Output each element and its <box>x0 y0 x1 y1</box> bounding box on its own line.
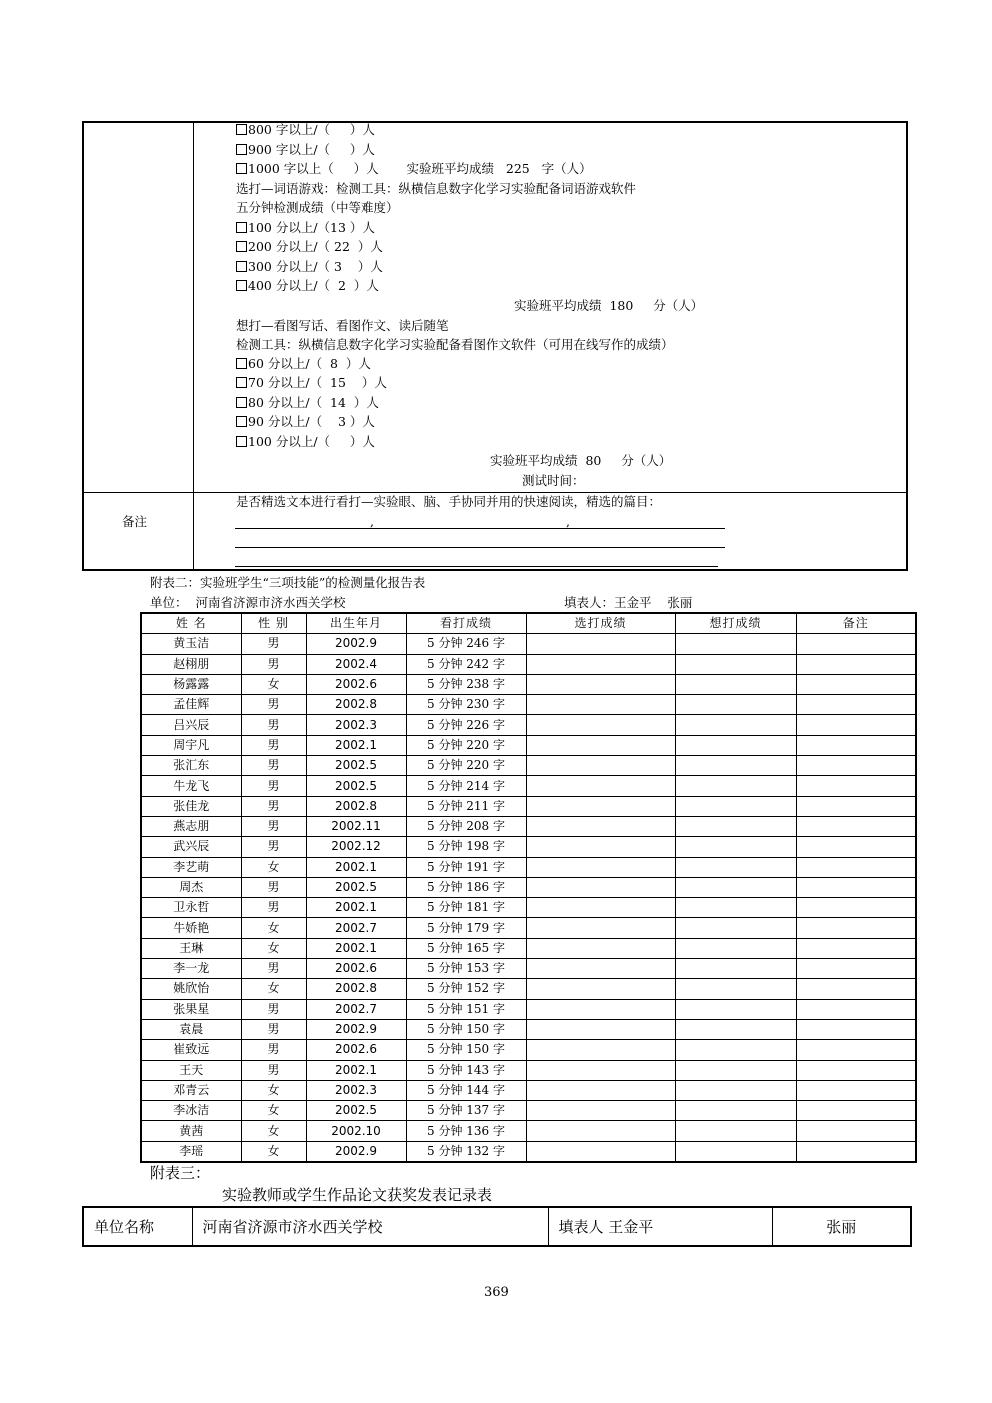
cell-kanda: 5 分钟 144 字 <box>406 1080 526 1100</box>
cell-xiangda <box>675 1141 796 1162</box>
cell-xuanda <box>526 735 675 755</box>
cell-remark <box>796 1019 916 1039</box>
cell-kanda: 5 分钟 230 字 <box>406 695 526 715</box>
cell-remark <box>796 654 916 674</box>
cell-gender: 男 <box>241 959 306 979</box>
cell-remark <box>796 634 916 654</box>
line-xiangda: 想打—看图写话、看图作文、读后随笔 <box>236 318 449 333</box>
cell-xiangda <box>675 654 796 674</box>
cell-birth: 2002.8 <box>306 979 406 999</box>
table-row <box>141 898 916 918</box>
cell-name: 姚欣怡 <box>141 979 241 999</box>
checkbox-icon <box>236 261 247 272</box>
cell-gender: 女 <box>241 1101 306 1121</box>
cell-name: 崔致远 <box>141 1040 241 1060</box>
column-divider <box>193 123 194 569</box>
header-gender: 性 别 <box>241 613 306 634</box>
table-row <box>141 1080 916 1100</box>
checkbox-icon <box>236 124 247 135</box>
cell-name: 张果星 <box>141 999 241 1019</box>
cell-name: 王琳 <box>141 938 241 958</box>
table-row <box>141 1060 916 1080</box>
cell-remark <box>796 979 916 999</box>
cell-xuanda <box>526 695 675 715</box>
cell-birth: 2002.5 <box>306 1101 406 1121</box>
cell-kanda: 5 分钟 153 字 <box>406 959 526 979</box>
table-header-row <box>141 613 916 634</box>
cell-kanda: 5 分钟 137 字 <box>406 1101 526 1121</box>
cell-kanda: 5 分钟 242 字 <box>406 654 526 674</box>
line-five-min: 五分钟检测成绩（中等难度） <box>236 200 399 215</box>
cell-name: 李瑶 <box>141 1141 241 1162</box>
cell-gender: 男 <box>241 715 306 735</box>
line-tool: 检测工具：纵横信息数字化学习实验配备看图作文软件（可用在线写作的成绩） <box>236 337 674 352</box>
cell-xuanda <box>526 1040 675 1060</box>
line-xuanda: 选打—词语游戏：检测工具：纵横信息数字化学习实验配备词语游戏软件 <box>236 181 637 196</box>
table-row <box>141 634 916 654</box>
cell-gender: 男 <box>241 1040 306 1060</box>
cell-xuanda <box>526 898 675 918</box>
cell-name: 吕兴辰 <box>141 715 241 735</box>
cell-birth: 2002.8 <box>306 796 406 816</box>
cell-name: 武兴辰 <box>141 837 241 857</box>
cell-kanda: 5 分钟 181 字 <box>406 898 526 918</box>
cell-birth: 2002.4 <box>306 654 406 674</box>
cell-kanda: 5 分钟 132 字 <box>406 1141 526 1162</box>
line-avg-180: 实验班平均成绩 180 分（人） <box>514 298 704 313</box>
cell-kanda: 5 分钟 226 字 <box>406 715 526 735</box>
filler-label: 填表人 王金平 <box>548 1207 772 1246</box>
cell-remark <box>796 796 916 816</box>
cell-xiangda <box>675 857 796 877</box>
line-400: 400 分以上/（ 2 ）人 <box>236 276 379 296</box>
cell-gender: 男 <box>241 877 306 897</box>
cell-remark <box>796 938 916 958</box>
cell-xiangda <box>675 695 796 715</box>
cell-kanda: 5 分钟 198 字 <box>406 837 526 857</box>
cell-birth: 2002.9 <box>306 634 406 654</box>
cell-kanda: 5 分钟 246 字 <box>406 634 526 654</box>
cell-remark <box>796 837 916 857</box>
header-kanda: 看打成绩 <box>406 613 526 634</box>
cell-xuanda <box>526 857 675 877</box>
line-70: 70 分以上/（ 15 ）人 <box>236 373 387 393</box>
cell-name: 周杰 <box>141 877 241 897</box>
remark-comma-1: , <box>370 514 374 529</box>
cell-xiangda <box>675 634 796 654</box>
checkbox-icon <box>236 397 247 408</box>
checkbox-icon <box>236 416 247 427</box>
cell-birth: 2002.3 <box>306 715 406 735</box>
cell-birth: 2002.7 <box>306 918 406 938</box>
cell-remark <box>796 1060 916 1080</box>
cell-kanda: 5 分钟 150 字 <box>406 1040 526 1060</box>
cell-remark <box>796 674 916 694</box>
cell-xiangda <box>675 1019 796 1039</box>
line-800: 800 字以上/（ ）人 <box>236 120 375 140</box>
cell-remark <box>796 999 916 1019</box>
cell-xiangda <box>675 959 796 979</box>
cell-xiangda <box>675 1060 796 1080</box>
cell-remark <box>796 756 916 776</box>
table-row <box>141 816 916 836</box>
cell-birth: 2002.1 <box>306 938 406 958</box>
cell-kanda: 5 分钟 220 字 <box>406 756 526 776</box>
line-80: 80 分以上/（ 14 ）人 <box>236 393 379 413</box>
cell-xiangda <box>675 1080 796 1100</box>
line-900: 900 字以上/（ ）人 <box>236 140 375 160</box>
cell-name: 杨露露 <box>141 674 241 694</box>
cell-xuanda <box>526 877 675 897</box>
cell-remark <box>796 877 916 897</box>
cell-kanda: 5 分钟 220 字 <box>406 735 526 755</box>
line-test-time: 测试时间： <box>522 473 585 488</box>
award-row <box>83 1207 911 1246</box>
cell-gender: 女 <box>241 857 306 877</box>
cell-kanda: 5 分钟 151 字 <box>406 999 526 1019</box>
cell-gender: 男 <box>241 898 306 918</box>
cell-xuanda <box>526 979 675 999</box>
line-90: 90 分以上/（ 3 ）人 <box>236 412 375 432</box>
cell-xiangda <box>675 776 796 796</box>
page-number: 369 <box>484 1285 509 1300</box>
cell-xuanda <box>526 1101 675 1121</box>
blank-line-2 <box>235 547 725 548</box>
cell-kanda: 5 分钟 186 字 <box>406 877 526 897</box>
cell-gender: 女 <box>241 938 306 958</box>
checkbox-icon <box>236 436 247 447</box>
table-row <box>141 695 916 715</box>
table-row <box>141 1121 916 1141</box>
cell-remark <box>796 1040 916 1060</box>
cell-birth: 2002.11 <box>306 816 406 836</box>
cell-name: 卫永哲 <box>141 898 241 918</box>
cell-remark <box>796 1101 916 1121</box>
cell-xiangda <box>675 837 796 857</box>
header-remark: 备注 <box>796 613 916 634</box>
cell-birth: 2002.6 <box>306 1040 406 1060</box>
cell-birth: 2002.1 <box>306 735 406 755</box>
cell-name: 李艺萌 <box>141 857 241 877</box>
cell-birth: 2002.9 <box>306 1141 406 1162</box>
table-row <box>141 735 916 755</box>
table-row <box>141 776 916 796</box>
cell-birth: 2002.5 <box>306 756 406 776</box>
cell-kanda: 5 分钟 165 字 <box>406 938 526 958</box>
cell-remark <box>796 776 916 796</box>
cell-xuanda <box>526 1019 675 1039</box>
table-row <box>141 918 916 938</box>
checkbox-icon <box>236 358 247 369</box>
cell-kanda: 5 分钟 143 字 <box>406 1060 526 1080</box>
filler-name: 张丽 <box>772 1207 911 1246</box>
cell-remark <box>796 959 916 979</box>
cell-birth: 2002.1 <box>306 857 406 877</box>
cell-remark <box>796 1121 916 1141</box>
table-row <box>141 857 916 877</box>
table-row <box>141 999 916 1019</box>
cell-xiangda <box>675 979 796 999</box>
cell-xiangda <box>675 1121 796 1141</box>
cell-birth: 2002.10 <box>306 1121 406 1141</box>
cell-name: 燕志朋 <box>141 816 241 836</box>
score-table <box>140 612 917 1163</box>
appendix2-filler: 填表人：王金平 张丽 <box>564 595 693 610</box>
header-name: 姓 名 <box>141 613 241 634</box>
cell-xuanda <box>526 1080 675 1100</box>
cell-kanda: 5 分钟 136 字 <box>406 1121 526 1141</box>
cell-remark <box>796 1141 916 1162</box>
table-row <box>141 959 916 979</box>
cell-birth: 2002.12 <box>306 837 406 857</box>
cell-xuanda <box>526 674 675 694</box>
cell-xiangda <box>675 674 796 694</box>
header-xiangda: 想打成绩 <box>675 613 796 634</box>
checkbox-icon <box>236 144 247 155</box>
cell-xuanda <box>526 918 675 938</box>
cell-name: 李冰洁 <box>141 1101 241 1121</box>
cell-kanda: 5 分钟 238 字 <box>406 674 526 694</box>
checkbox-icon <box>236 241 247 252</box>
cell-gender: 男 <box>241 634 306 654</box>
appendix2-unit: 单位： 河南省济源市济水西关学校 <box>150 595 346 610</box>
cell-birth: 2002.5 <box>306 877 406 897</box>
cell-xuanda <box>526 959 675 979</box>
blank-line-3 <box>235 566 718 567</box>
cell-gender: 女 <box>241 1141 306 1162</box>
unit-label: 单位名称 <box>83 1207 192 1246</box>
cell-name: 赵栩朋 <box>141 654 241 674</box>
cell-gender: 女 <box>241 674 306 694</box>
cell-kanda: 5 分钟 214 字 <box>406 776 526 796</box>
table-row <box>141 837 916 857</box>
cell-xuanda <box>526 796 675 816</box>
cell-birth: 2002.9 <box>306 1019 406 1039</box>
remark-label: 备注 <box>122 514 148 529</box>
table-row <box>141 979 916 999</box>
cell-gender: 男 <box>241 796 306 816</box>
cell-birth: 2002.6 <box>306 674 406 694</box>
appendix3-title: 实验教师或学生作品论文获奖发表记录表 <box>222 1186 493 1204</box>
cell-birth: 2002.1 <box>306 898 406 918</box>
cell-remark <box>796 1080 916 1100</box>
checkbox-icon <box>236 377 247 388</box>
cell-gender: 女 <box>241 979 306 999</box>
cell-birth: 2002.3 <box>306 1080 406 1100</box>
table-row <box>141 1141 916 1162</box>
table-row <box>141 715 916 735</box>
cell-remark <box>796 857 916 877</box>
cell-xuanda <box>526 715 675 735</box>
table-row <box>141 877 916 897</box>
cell-remark <box>796 695 916 715</box>
cell-gender: 男 <box>241 776 306 796</box>
cell-birth: 2002.8 <box>306 695 406 715</box>
cell-gender: 女 <box>241 1080 306 1100</box>
cell-gender: 男 <box>241 756 306 776</box>
cell-xuanda <box>526 999 675 1019</box>
table-row <box>141 1019 916 1039</box>
cell-xiangda <box>675 938 796 958</box>
table-row <box>141 654 916 674</box>
award-table <box>82 1206 912 1247</box>
cell-xiangda <box>675 1101 796 1121</box>
cell-gender: 男 <box>241 999 306 1019</box>
cell-remark <box>796 715 916 735</box>
line-avg-80: 实验班平均成绩 80 分（人） <box>490 453 672 468</box>
cell-birth: 2002.1 <box>306 1060 406 1080</box>
cell-kanda: 5 分钟 208 字 <box>406 816 526 836</box>
line-1000: 1000 字以上（ ）人 实验班平均成绩 225 字（人） <box>236 159 592 179</box>
cell-remark <box>796 918 916 938</box>
cell-xiangda <box>675 999 796 1019</box>
cell-xiangda <box>675 756 796 776</box>
cell-gender: 男 <box>241 816 306 836</box>
cell-birth: 2002.5 <box>306 776 406 796</box>
cell-xiangda <box>675 877 796 897</box>
header-xuanda: 选打成绩 <box>526 613 675 634</box>
table-row <box>141 1101 916 1121</box>
line-100b: 100 分以上/（ ）人 <box>236 432 375 452</box>
cell-xuanda <box>526 938 675 958</box>
cell-kanda: 5 分钟 179 字 <box>406 918 526 938</box>
cell-xiangda <box>675 796 796 816</box>
cell-xiangda <box>675 816 796 836</box>
checkbox-icon <box>236 280 247 291</box>
cell-name: 牛娇艳 <box>141 918 241 938</box>
cell-xuanda <box>526 756 675 776</box>
cell-gender: 男 <box>241 1060 306 1080</box>
appendix3-label: 附表三： <box>150 1164 211 1182</box>
cell-xuanda <box>526 776 675 796</box>
cell-xuanda <box>526 816 675 836</box>
cell-xuanda <box>526 1121 675 1141</box>
cell-kanda: 5 分钟 150 字 <box>406 1019 526 1039</box>
remark-text: 是否精选文本进行看打—实验眼、脑、手协同并用的快速阅读，精选的篇目： <box>236 494 662 509</box>
table-row <box>141 674 916 694</box>
table-row <box>141 938 916 958</box>
cell-name: 黄玉洁 <box>141 634 241 654</box>
cell-name: 张汇东 <box>141 756 241 776</box>
cell-xuanda <box>526 634 675 654</box>
cell-xuanda <box>526 837 675 857</box>
cell-gender: 女 <box>241 1121 306 1141</box>
cell-xuanda <box>526 1060 675 1080</box>
unit-value: 河南省济源市济水西关学校 <box>192 1207 548 1246</box>
cell-xiangda <box>675 735 796 755</box>
cell-name: 袁晨 <box>141 1019 241 1039</box>
cell-remark <box>796 816 916 836</box>
cell-name: 张佳龙 <box>141 796 241 816</box>
cell-xiangda <box>675 715 796 735</box>
cell-gender: 男 <box>241 735 306 755</box>
checkbox-icon <box>236 163 247 174</box>
cell-xuanda <box>526 654 675 674</box>
cell-xiangda <box>675 918 796 938</box>
cell-name: 王天 <box>141 1060 241 1080</box>
cell-name: 李一龙 <box>141 959 241 979</box>
cell-name: 周宇凡 <box>141 735 241 755</box>
cell-name: 黄茜 <box>141 1121 241 1141</box>
table-row <box>141 756 916 776</box>
cell-kanda: 5 分钟 191 字 <box>406 857 526 877</box>
cell-name: 牛龙飞 <box>141 776 241 796</box>
line-100: 100 分以上/（13 ）人 <box>236 218 375 238</box>
cell-birth: 2002.6 <box>306 959 406 979</box>
cell-kanda: 5 分钟 211 字 <box>406 796 526 816</box>
checkbox-icon <box>236 222 247 233</box>
cell-gender: 男 <box>241 837 306 857</box>
cell-xiangda <box>675 1040 796 1060</box>
cell-xuanda <box>526 1141 675 1162</box>
cell-gender: 男 <box>241 654 306 674</box>
line-200: 200 分以上/（ 22 ）人 <box>236 237 383 257</box>
remark-comma-2: , <box>566 514 570 529</box>
table-row <box>141 1040 916 1060</box>
line-300: 300 分以上/（ 3 ）人 <box>236 257 383 277</box>
cell-remark <box>796 898 916 918</box>
cell-remark <box>796 735 916 755</box>
cell-gender: 男 <box>241 695 306 715</box>
cell-gender: 男 <box>241 1019 306 1039</box>
appendix2-title: 附表二：实验班学生“三项技能”的检测量化报告表 <box>150 575 426 590</box>
header-birth: 出生年月 <box>306 613 406 634</box>
cell-name: 孟佳辉 <box>141 695 241 715</box>
cell-name: 邓青云 <box>141 1080 241 1100</box>
cell-kanda: 5 分钟 152 字 <box>406 979 526 999</box>
blank-line-1 <box>235 528 725 529</box>
cell-birth: 2002.7 <box>306 999 406 1019</box>
line-60: 60 分以上/（ 8 ）人 <box>236 354 371 374</box>
table-row <box>141 796 916 816</box>
cell-gender: 女 <box>241 918 306 938</box>
cell-xiangda <box>675 898 796 918</box>
